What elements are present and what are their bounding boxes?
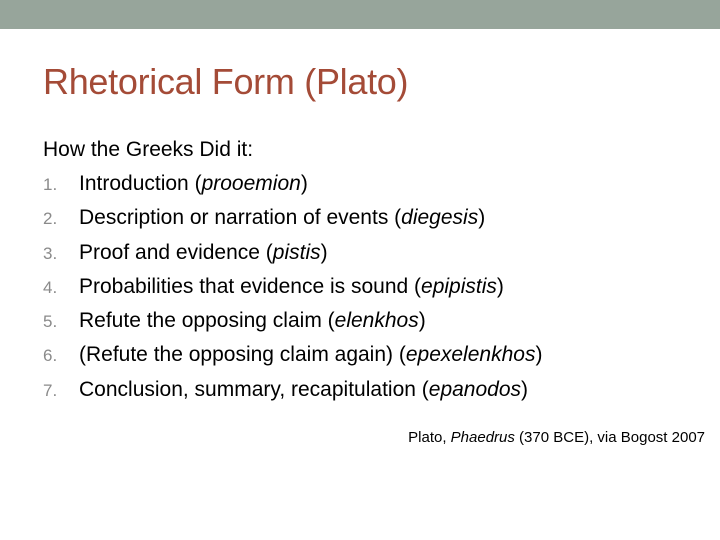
list-number: 4. — [43, 277, 58, 297]
list-term: epipistis — [421, 274, 497, 298]
slide-body — [43, 133, 703, 407]
list-item — [43, 373, 703, 407]
list-item — [43, 201, 703, 235]
list-number: 2. — [43, 209, 58, 229]
slide-title: Rhetorical Form (Plato) — [43, 61, 409, 102]
list-number: 6. — [43, 346, 58, 366]
list-item — [43, 167, 703, 201]
list-term: elenkhos — [334, 309, 419, 333]
top-bar — [0, 0, 720, 29]
intro-line: How the Greeks Did it: — [43, 138, 254, 161]
citation-source: (370 BCE), via Bogost 2007 — [514, 429, 705, 446]
list-text: Introduction ( — [79, 172, 202, 195]
list-item — [43, 338, 703, 372]
list-text-end: ) — [496, 274, 504, 298]
list-number: 3. — [43, 243, 58, 263]
list-text: Conclusion, summary, recapitulation ( — [79, 377, 429, 401]
list-term: epexelenkhos — [405, 343, 536, 367]
list-term: epanodos — [428, 377, 522, 401]
list-number: 1. — [43, 175, 58, 194]
citation — [408, 428, 705, 448]
list-item — [43, 304, 703, 338]
list-term: diegesis — [401, 206, 479, 230]
list-number: 7. — [43, 380, 58, 400]
list-number: 5. — [43, 312, 58, 332]
list-text: (Refute the opposing claim again) ( — [79, 343, 406, 367]
list-term: prooemion — [201, 172, 301, 195]
list-item — [43, 236, 703, 270]
list-text: Refute the opposing claim ( — [79, 309, 335, 333]
list-text-end: ) — [300, 172, 308, 195]
list-text-end: ) — [521, 377, 529, 401]
list-text-end: ) — [535, 343, 543, 367]
list-text-end: ) — [418, 309, 426, 333]
list-term: pistis — [272, 240, 321, 264]
list-text: Proof and evidence ( — [79, 240, 273, 264]
list-text-end: ) — [320, 240, 328, 264]
list-text: Description or narration of events ( — [79, 206, 402, 230]
citation-author: Plato, — [408, 429, 451, 446]
list-item — [43, 270, 703, 304]
citation-work: Phaedrus — [450, 429, 515, 446]
list-text-end: ) — [478, 206, 486, 230]
list-text: Probabilities that evidence is sound ( — [79, 274, 422, 298]
